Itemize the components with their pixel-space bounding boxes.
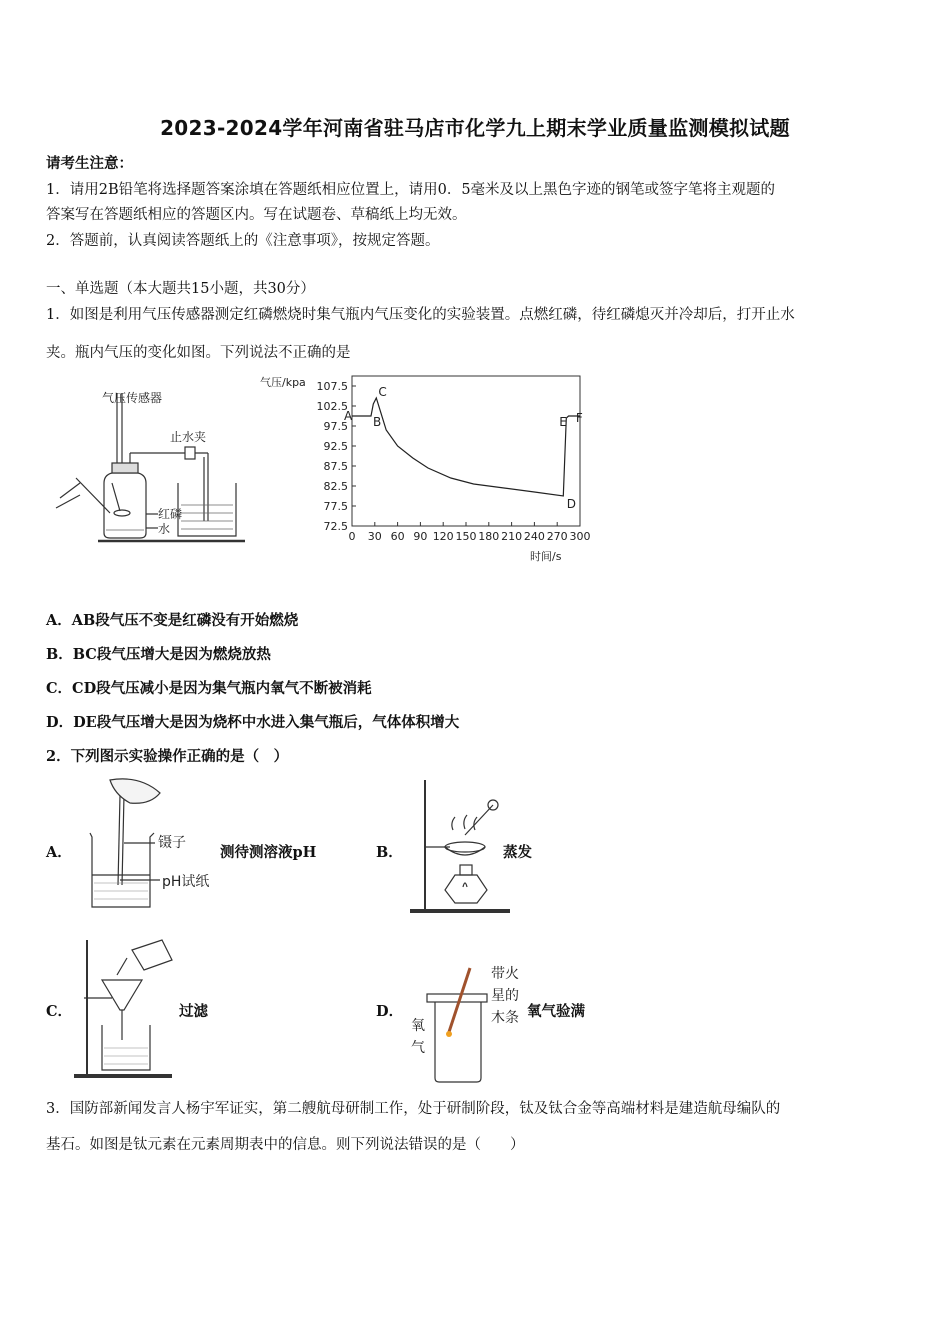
notice-heading: 请考生注意： — [46, 155, 133, 172]
y-tick-label: 102.5 — [316, 400, 348, 413]
oxygen-test-figure — [405, 958, 535, 1088]
q2-option-b-letter[interactable]: B． — [376, 844, 403, 861]
page-title: 2023-2024学年河南省驻马店市化学九上期末学业质量监测模拟试题 — [160, 116, 790, 140]
x-tick-label: 150 — [455, 530, 477, 543]
q1-option-a[interactable]: A．AB段气压不变是红磷没有开始燃烧 — [46, 612, 299, 629]
label-oxygen-2: 气 — [411, 1040, 425, 1056]
q1-apparatus-figure — [40, 383, 250, 553]
q2-option-d-letter[interactable]: D． — [376, 1003, 404, 1020]
chart-xlabel: 时间/s — [530, 550, 562, 563]
x-tick-label: 210 — [501, 530, 523, 543]
point-label-d: D — [566, 497, 577, 511]
chart-ylabel: 气压/kpa — [260, 376, 306, 389]
point-label-b: B — [373, 415, 382, 429]
label-water: 水 — [158, 522, 171, 536]
notice-line-2: 2．答题前，认真阅读答题纸上的《注意事项》，按规定答题。 — [46, 233, 440, 249]
q2-option-b-text[interactable]: 蒸发 — [503, 844, 532, 861]
label-water-clamp: 止水夹 — [170, 430, 207, 444]
y-tick-label: 87.5 — [323, 460, 348, 473]
q2-option-a-letter[interactable]: A． — [46, 844, 72, 861]
q2-stem: 2．下列图示实验操作正确的是（ ） — [46, 748, 289, 765]
q2-option-c-text[interactable]: 过滤 — [179, 1003, 208, 1020]
q3-stem-line-2: 基石。如图是钛元素在元素周期表中的信息。则下列说法错误的是（ ） — [46, 1137, 525, 1153]
label-red-phosphorus: 红磷 — [158, 507, 183, 521]
label-tweezers: 镊子 — [158, 835, 186, 851]
q3-stem-line-1: 3．国防部新闻发言人杨宇军证实，第二艘航母研制工作，处于研制阶段，钛及钛合金等高端材料是建造航母编队的 — [46, 1101, 781, 1117]
point-label-f: F — [575, 411, 583, 425]
x-tick-label: 300 — [569, 530, 591, 543]
point-label-c: C — [378, 385, 387, 399]
x-tick-label: 270 — [546, 530, 568, 543]
x-tick-label: 30 — [367, 530, 382, 543]
y-tick-label: 82.5 — [323, 480, 348, 493]
label-glowing-3: 木条 — [491, 1010, 519, 1026]
notice-line-1b: 答案写在答题纸相应的答题区内。写在试题卷、草稿纸上均无效。 — [46, 207, 467, 223]
pressure-chart — [255, 370, 600, 565]
q1-stem-line-2: 夹。瓶内气压的变化如图。下列说法不正确的是 — [46, 345, 351, 361]
x-tick-label: 60 — [390, 530, 405, 543]
q1-option-b[interactable]: B．BC段气压增大是因为燃烧放热 — [46, 646, 271, 663]
label-glowing-1: 带火 — [491, 966, 519, 982]
y-tick-label: 72.5 — [323, 520, 348, 533]
notice-line-1a: 1．请用2B铅笔将选择题答案涂填在答题纸相应位置上，请用0．5毫米及以上黑色字迹的钢笔或签字笔将主观题的 — [46, 182, 776, 198]
q2-option-d-text[interactable]: 氧气验满 — [527, 1003, 585, 1020]
section-heading: 一、单选题（本大题共15小题，共30分） — [46, 281, 315, 297]
x-tick-label: 0 — [348, 530, 356, 543]
q2-option-a-text[interactable]: 测待测溶液pH — [220, 844, 317, 861]
ph-test-figure — [80, 775, 220, 915]
q1-option-d[interactable]: D．DE段气压增大是因为烧杯中水进入集气瓶后，气体体积增大 — [46, 714, 460, 731]
x-tick-label: 240 — [523, 530, 545, 543]
x-tick-label: 120 — [432, 530, 454, 543]
y-tick-label: 92.5 — [323, 440, 348, 453]
point-label-e: E — [559, 415, 567, 429]
series-line-pressure — [352, 398, 580, 496]
label-glowing-2: 星的 — [491, 988, 519, 1004]
y-tick-label: 97.5 — [323, 420, 348, 433]
point-label-a: A — [344, 409, 353, 423]
x-tick-label: 180 — [478, 530, 500, 543]
q1-option-c[interactable]: C．CD段气压减小是因为集气瓶内氧气不断被消耗 — [46, 680, 372, 697]
y-tick-label: 107.5 — [316, 380, 348, 393]
filtration-figure — [72, 930, 187, 1080]
evaporation-figure — [405, 775, 515, 915]
label-ph-paper: pH试纸 — [162, 874, 210, 890]
x-tick-label: 90 — [413, 530, 428, 543]
q1-stem-line-1: 1．如图是利用气压传感器测定红磷燃烧时集气瓶内气压变化的实验装置。点燃红磷，待红磷熄灭并冷却后，打开止水 — [46, 307, 795, 323]
label-pressure-sensor: 气压传感器 — [102, 391, 163, 405]
y-tick-label: 77.5 — [323, 500, 348, 513]
label-oxygen-1: 氧 — [411, 1018, 425, 1034]
q2-option-c-letter[interactable]: C． — [46, 1003, 73, 1020]
